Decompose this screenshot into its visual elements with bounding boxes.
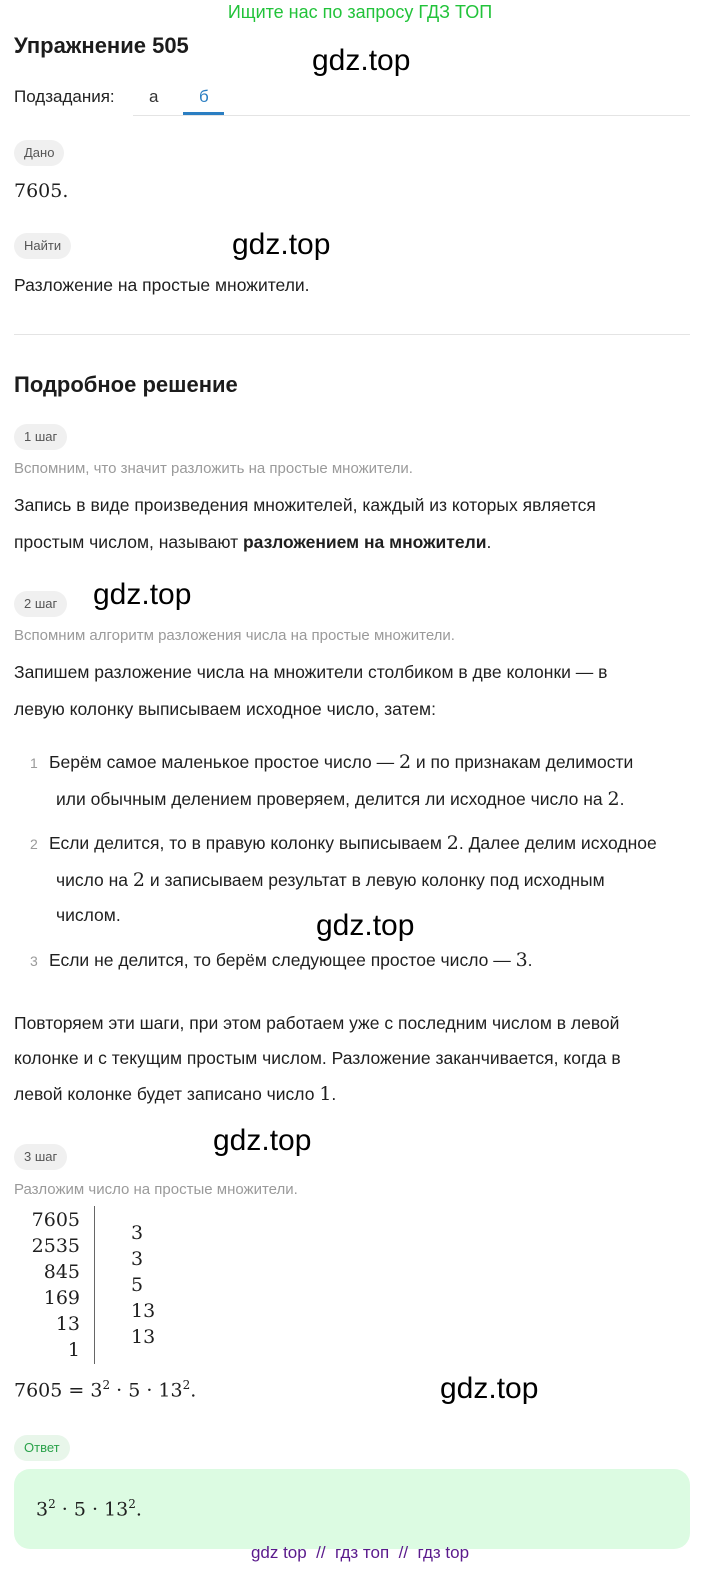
watermark: gdz.top xyxy=(232,228,331,261)
column-separator xyxy=(94,1206,95,1364)
given-value: 7605. xyxy=(14,180,69,202)
left-value: 13 xyxy=(55,1313,80,1335)
step1-text-line2: простым числом, называют разложением на множители. xyxy=(14,532,492,552)
list-item-number: 3 xyxy=(30,953,38,969)
step3-chip: 3 шаг xyxy=(14,1144,67,1170)
section-divider xyxy=(14,334,690,335)
step1-chip: 1 шаг xyxy=(14,424,67,450)
find-text: Разложение на простые множители. xyxy=(14,275,310,295)
active-tab-indicator xyxy=(183,112,224,115)
left-value: 169 xyxy=(43,1287,80,1309)
tab-a[interactable]: а xyxy=(149,87,159,106)
factorization-result: $7605 = 3^2 \cdot 5 \cdot 13^2$. xyxy=(14,1378,197,1402)
watermark: gdz.top xyxy=(93,578,192,611)
footer-links[interactable]: gdz top // гдз топ // гдз top xyxy=(250,1543,470,1562)
answer-box xyxy=(14,1469,690,1549)
repeat-text-line2: колонке и с текущим простым числом. Разложение заканчивается, когда в xyxy=(14,1048,621,1068)
step2-text-line1: Запишем разложение числа на множители столбиком в две колонки — в xyxy=(14,662,608,682)
tab-b[interactable]: б xyxy=(199,87,209,106)
repeat-text-line3: левой колонке будет записано число 1. xyxy=(14,1083,337,1105)
list-item-3-line1: Если не делится, то берём следующее простое число — 3. xyxy=(49,949,533,971)
watermark: gdz.top xyxy=(316,909,415,942)
list-item-number: 1 xyxy=(30,755,38,771)
list-item-2-line1: Если делится, то в правую колонку выписываем 2. Далее делим исходное xyxy=(49,832,657,854)
list-item-2-line2: число на 2 и записываем результат в левую колонку под исходным xyxy=(56,869,605,891)
watermark: gdz.top xyxy=(312,44,411,77)
answer-chip: Ответ xyxy=(14,1435,70,1461)
find-chip: Найти xyxy=(14,233,71,259)
tabs-divider xyxy=(133,115,690,116)
list-item-number: 2 xyxy=(30,836,38,852)
solution-title: Подробное решение xyxy=(14,372,238,397)
left-value: 2535 xyxy=(31,1235,80,1257)
left-value: 845 xyxy=(43,1261,80,1283)
watermark: gdz.top xyxy=(440,1372,539,1405)
step3-hint: Разложим число на простые множители. xyxy=(14,1181,298,1198)
subtasks-label: Подзадания: xyxy=(14,87,115,106)
left-value: 1 xyxy=(67,1339,80,1361)
given-chip: Дано xyxy=(14,140,64,166)
step2-text-line2: левую колонку выписываем исходное число, затем: xyxy=(14,699,436,719)
page-title: Упражнение 505 xyxy=(14,33,189,58)
list-item-1-line2: или обычным делением проверяем, делится ли исходное число на 2. xyxy=(56,788,625,810)
list-item-2-line3: числом. xyxy=(56,905,121,925)
left-value: 7605 xyxy=(31,1209,80,1231)
step2-hint: Вспомним алгоритм разложения числа на простые множители. xyxy=(14,627,455,644)
right-value: 3 xyxy=(131,1248,144,1270)
repeat-text-line1: Повторяем эти шаги, при этом работаем уже с последним числом в левой xyxy=(14,1013,620,1033)
right-value: 5 xyxy=(131,1274,144,1296)
watermark: gdz.top xyxy=(213,1124,312,1157)
step1-hint: Вспомним, что значит разложить на простые множители. xyxy=(14,460,413,477)
right-value: 13 xyxy=(131,1326,156,1348)
answer-value: $3^2 \cdot 5 \cdot 13^2$. xyxy=(36,1497,142,1521)
list-item-1-line1: Берём самое маленькое простое число — 2 и по признакам делимости xyxy=(49,751,634,773)
right-value: 3 xyxy=(131,1222,144,1244)
step2-chip: 2 шаг xyxy=(14,591,67,617)
right-value: 13 xyxy=(131,1300,156,1322)
step1-text-line1: Запись в виде произведения множителей, каждый из которых является xyxy=(14,495,596,515)
top-banner[interactable]: Ищите нас по запросу ГДЗ ТОП xyxy=(227,2,493,22)
